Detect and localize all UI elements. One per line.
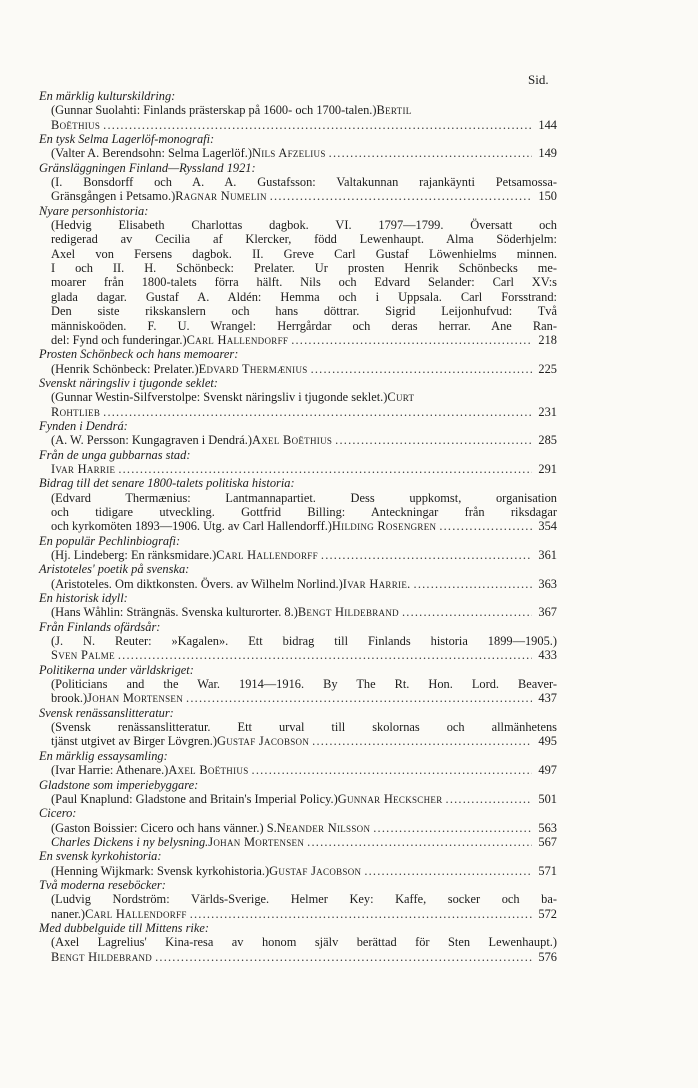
entry-line bbox=[51, 319, 557, 333]
page-number: 285 bbox=[538, 433, 557, 448]
entry-title: Politikerna under världskriget: bbox=[39, 662, 194, 677]
toc-entry bbox=[39, 663, 557, 706]
reviewer-name: Edvard Thermænius bbox=[198, 361, 308, 376]
entry-line bbox=[51, 275, 557, 289]
entry-line bbox=[51, 605, 557, 619]
entry-line bbox=[51, 577, 557, 591]
entry-line bbox=[51, 103, 557, 117]
dot-leader bbox=[186, 691, 532, 705]
toc-entry bbox=[39, 849, 557, 878]
reviewer-name: Gustaf Jacobson bbox=[269, 863, 362, 878]
line-text: Gränsgången i Petsamo.) bbox=[51, 189, 176, 204]
toc-entry bbox=[39, 921, 557, 964]
entry-line bbox=[51, 362, 557, 376]
page-number: 149 bbox=[538, 146, 557, 161]
line-text: (Paul Knaplund: Gladstone and Britain's Imperial Policy.) bbox=[51, 791, 338, 806]
toc-entry bbox=[39, 448, 557, 477]
toc-entry bbox=[39, 534, 557, 563]
dot-leader bbox=[291, 333, 532, 347]
line-text: och kyrkomöten 1893—1906. Utg. av Carl Hallendorff.) bbox=[51, 519, 332, 534]
reviewer-name: Rohtlieb bbox=[51, 404, 101, 419]
entry-line bbox=[51, 519, 557, 533]
dot-leader bbox=[118, 648, 532, 662]
entry-title: En historisk idyll: bbox=[39, 591, 128, 606]
entry-line bbox=[51, 677, 557, 691]
page-number: 563 bbox=[538, 820, 557, 835]
dot-leader bbox=[103, 405, 532, 419]
entry-title: En märklig essaysamling: bbox=[39, 748, 168, 763]
reviewer-name: Boëthius bbox=[51, 117, 101, 132]
dot-leader bbox=[373, 821, 532, 835]
line-text: (Ludvig Nordström: Världs-Sverige. Helmer Key: Kaffe, socker och ba- bbox=[51, 892, 557, 907]
line-text: (Hj. Lindeberg: En ränksmidare.) bbox=[51, 548, 217, 562]
line-text: brook.) bbox=[51, 691, 88, 706]
toc-entry bbox=[39, 591, 557, 620]
line-text: Den siste rikskanslern och hans döttrar. Sigrid Leijonhufvud: Två bbox=[51, 304, 557, 319]
line-text: Charles Dickens i ny belysning. bbox=[51, 834, 209, 849]
page-number: 433 bbox=[538, 648, 557, 663]
reviewer-name: Johan Mortensen bbox=[208, 834, 305, 849]
page-number: 150 bbox=[538, 189, 557, 204]
line-text: (I. Bonsdorff och A. A. Gustafsson: Valtakunnan rajankäynti Petsamossa- bbox=[51, 175, 557, 190]
line-text: (Politicians and the War. 1914—1916. By The Rt. Hon. Lord. Beaver- bbox=[51, 677, 557, 692]
line-text: (Hedvig Elisabeth Charlottas dagbok. VI. 1797—1799. Översatt och bbox=[51, 218, 557, 233]
entry-line bbox=[51, 634, 557, 648]
dot-leader bbox=[118, 462, 532, 476]
dot-leader bbox=[311, 362, 532, 376]
reviewer-name: Axel Boëthius bbox=[168, 763, 249, 778]
toc-entries bbox=[39, 89, 557, 964]
page-number: 291 bbox=[538, 461, 557, 476]
reviewer-name: Curt bbox=[387, 390, 415, 405]
entry-title: En märklig kulturskildring: bbox=[39, 89, 176, 103]
entry-line bbox=[51, 247, 557, 261]
entry-title: Svensk renässanslitteratur: bbox=[39, 705, 174, 720]
reviewer-name: Johan Mortensen bbox=[87, 691, 184, 706]
entry-title: Aristoteles' poetik på svenska: bbox=[39, 562, 190, 577]
line-text: (Axel Lagrelius' Kina-resa av honom själv berättad för Sten Lewenhaupt.) bbox=[51, 935, 557, 950]
entry-title: Bidrag till det senare 1800-talets politiska historia: bbox=[39, 476, 295, 491]
entry-title: Fynden i Dendrá: bbox=[39, 418, 128, 433]
reviewer-name: Ivar Harrie bbox=[51, 461, 116, 476]
reviewer-name: Gunnar Heckscher bbox=[337, 791, 443, 806]
line-text: (Henning Wijkmark: Svensk kyrkohistoria.) bbox=[51, 863, 270, 878]
entry-line bbox=[51, 648, 557, 662]
entry-line bbox=[51, 505, 557, 519]
toc-entry bbox=[39, 476, 557, 533]
entry-line bbox=[51, 290, 557, 304]
reviewer-name: Carl Hallendorff bbox=[216, 548, 318, 562]
entry-title: En populär Pechlinbiografi: bbox=[39, 533, 181, 548]
line-text: (Gunnar Westin-Silfverstolpe: Svenskt näringsliv i tjugonde seklet.) bbox=[51, 390, 388, 405]
entry-title: Från de unga gubbarnas stad: bbox=[39, 447, 191, 462]
toc-entry bbox=[39, 89, 557, 132]
line-text: redigerad av Cecilia af Klercker, född Lewenhaupt. Alma Söderhjelm: bbox=[51, 232, 557, 247]
dot-leader bbox=[329, 146, 532, 160]
line-text: (Henrik Schönbeck: Prelater.) bbox=[51, 361, 199, 376]
entry-line bbox=[51, 175, 557, 189]
entry-line bbox=[51, 462, 557, 476]
toc-entry bbox=[39, 419, 557, 448]
line-text: (Gunnar Suolahti: Finlands prästerskap på 1600- och 1700-talen.) bbox=[51, 103, 377, 118]
line-text: Axel von Fersens dagbok. II. Greve Carl Gustaf Löwenhielms minnen. bbox=[51, 246, 557, 261]
reviewer-name: Axel Boëthius bbox=[251, 433, 333, 448]
entry-title: En tysk Selma Lagerlöf-monografi: bbox=[39, 132, 215, 147]
entry-line bbox=[51, 548, 557, 562]
toc-entry bbox=[39, 161, 557, 204]
dot-leader bbox=[335, 433, 532, 447]
line-text: glada dagar. Gustaf A. Aldén: Hemma och i Uppsala. Carl Forsstrand: bbox=[51, 289, 557, 304]
entry-title: Nyare personhistoria: bbox=[39, 203, 149, 218]
dot-leader bbox=[414, 577, 532, 591]
dot-leader bbox=[155, 950, 532, 964]
line-text: I och II. H. Schönbeck: Prelater. Ur prosten Henrik Schönbecks me- bbox=[51, 261, 557, 276]
dot-leader bbox=[307, 835, 532, 849]
line-text: (Ivar Harrie: Athenare.) bbox=[51, 763, 169, 778]
entry-line bbox=[51, 118, 557, 132]
toc-entry bbox=[39, 347, 557, 376]
entry-title: Från Finlands ofärdsår: bbox=[39, 619, 161, 634]
reviewer-name: Carl Hallendorff bbox=[186, 332, 289, 347]
toc-entry bbox=[39, 204, 557, 347]
entry-line bbox=[51, 763, 557, 777]
dot-leader bbox=[439, 519, 532, 533]
dot-leader bbox=[312, 734, 532, 748]
reviewer-name: Gustaf Jacobson bbox=[216, 734, 310, 749]
entry-line bbox=[51, 189, 557, 203]
entry-line bbox=[51, 491, 557, 505]
line-text: naner.) bbox=[51, 906, 86, 921]
reviewer-name: Nils Afzelius bbox=[251, 146, 326, 161]
toc-entry bbox=[39, 132, 557, 161]
entry-line bbox=[51, 405, 557, 419]
entry-title: Prosten Schönbeck och hans memoarer: bbox=[39, 347, 239, 362]
dot-leader bbox=[103, 118, 532, 132]
entry-title: Gladstone som imperiebyggare: bbox=[39, 777, 199, 792]
entry-line bbox=[51, 232, 557, 246]
entry-line bbox=[51, 390, 557, 404]
toc-entry bbox=[39, 376, 557, 419]
toc-entry bbox=[39, 806, 557, 849]
entry-line bbox=[51, 304, 557, 318]
page-column-header: Sid. bbox=[528, 72, 549, 87]
line-text: moarer från 1800-talets förra hälft. Nils och Edvard Selander: Carl XV:s bbox=[51, 275, 557, 290]
entry-line bbox=[51, 146, 557, 160]
entry-line bbox=[51, 792, 557, 806]
entry-title: Gränsläggningen Finland—Ryssland 1921: bbox=[39, 160, 256, 175]
line-text: tjänst utgivet av Birger Lövgren.) bbox=[51, 734, 217, 749]
entry-line bbox=[51, 935, 557, 949]
line-text: (J. N. Reuter: »Kagalen». Ett bidrag till Finlands historia 1899—1905.) bbox=[51, 634, 557, 649]
line-text: (Svensk renässanslitteratur. Ett urval till skolornas och allmänhetens bbox=[51, 720, 557, 735]
dot-leader bbox=[402, 605, 532, 619]
entry-line bbox=[51, 835, 557, 849]
toc-entry bbox=[39, 778, 557, 807]
page-number: 571 bbox=[538, 863, 557, 878]
entry-title: Cicero: bbox=[39, 806, 77, 821]
reviewer-name: Carl Hallendorff bbox=[85, 906, 187, 921]
entry-line bbox=[51, 907, 557, 921]
page-number: 231 bbox=[538, 404, 557, 419]
toc-entry bbox=[39, 562, 557, 591]
entry-title: Med dubbelguide till Mittens rike: bbox=[39, 920, 209, 935]
entry-line bbox=[51, 691, 557, 705]
entry-line bbox=[51, 720, 557, 734]
toc-entry bbox=[39, 620, 557, 663]
reviewer-name: Bertil bbox=[376, 103, 412, 118]
entry-line bbox=[51, 333, 557, 347]
entry-line bbox=[51, 864, 557, 878]
line-text: människoöden. F. U. Wrangel: Herrgårdar och deras herrar. Ane Ran- bbox=[51, 318, 557, 333]
line-text: (Edvard Thermænius: Lantmannapartiet. Dess uppkomst, organisation bbox=[51, 490, 557, 505]
page-number: 367 bbox=[538, 605, 557, 620]
page-number: 497 bbox=[538, 763, 557, 778]
dot-leader bbox=[364, 864, 532, 878]
entry-line bbox=[51, 892, 557, 906]
entry-title: En svensk kyrkohistoria: bbox=[39, 849, 162, 864]
toc-entry bbox=[39, 878, 557, 921]
line-text: (Valter A. Berendsohn: Selma Lagerlöf.) bbox=[51, 146, 252, 161]
page-number: 363 bbox=[538, 576, 557, 591]
reviewer-name: Ragnar Numelin bbox=[175, 189, 267, 204]
dot-leader bbox=[321, 548, 532, 562]
reviewer-name: Bengt Hildebrand bbox=[297, 605, 399, 620]
entry-line bbox=[51, 734, 557, 748]
reviewer-name: Hilding Rosengren bbox=[331, 519, 437, 534]
page-number: 572 bbox=[538, 906, 557, 921]
entry-line bbox=[51, 261, 557, 275]
page-number: 567 bbox=[538, 834, 557, 849]
page-number: 225 bbox=[538, 361, 557, 376]
line-text: (A. W. Persson: Kungagraven i Dendrá.) bbox=[51, 433, 252, 448]
page-number: 495 bbox=[538, 734, 557, 749]
dot-leader bbox=[190, 907, 532, 921]
entry-title: Två moderna reseböcker: bbox=[39, 877, 166, 892]
line-text: och tidigare utveckling. Gottfrid Billing: Anteckningar från riksdagar bbox=[51, 504, 557, 519]
page-number: 361 bbox=[538, 548, 557, 562]
dot-leader bbox=[252, 763, 532, 777]
page-number: 354 bbox=[538, 519, 557, 534]
line-text: (Hans Wåhlin: Strängnäs. Svenska kulturorter. 8.) bbox=[51, 605, 298, 620]
page-number: 218 bbox=[538, 332, 557, 347]
page-number: 437 bbox=[538, 691, 557, 706]
page-number: 501 bbox=[538, 791, 557, 806]
reviewer-name: Sven Palme bbox=[51, 648, 115, 663]
entry-line bbox=[51, 821, 557, 835]
line-text: del: Fynd och funderingar.) bbox=[51, 332, 187, 347]
entry-line bbox=[51, 950, 557, 964]
entry-line bbox=[51, 218, 557, 232]
reviewer-name: Neander Nilsson bbox=[276, 820, 371, 835]
dot-leader bbox=[270, 189, 532, 203]
toc-entry bbox=[39, 706, 557, 749]
toc-entry bbox=[39, 749, 557, 778]
entry-title: Svenskt näringsliv i tjugonde seklet: bbox=[39, 375, 218, 390]
dot-leader bbox=[446, 792, 532, 806]
reviewer-name: Bengt Hildebrand bbox=[51, 949, 153, 964]
page-number: 576 bbox=[538, 949, 557, 964]
entry-line bbox=[51, 433, 557, 447]
line-text: (Gaston Boissier: Cicero och hans vänner.) S. bbox=[51, 820, 277, 835]
line-text: (Aristoteles. Om diktkonsten. Övers. av Wilhelm Norlind.) bbox=[51, 576, 343, 591]
reviewer-name: Ivar Harrie. bbox=[342, 576, 411, 591]
page-number: 144 bbox=[538, 117, 557, 132]
